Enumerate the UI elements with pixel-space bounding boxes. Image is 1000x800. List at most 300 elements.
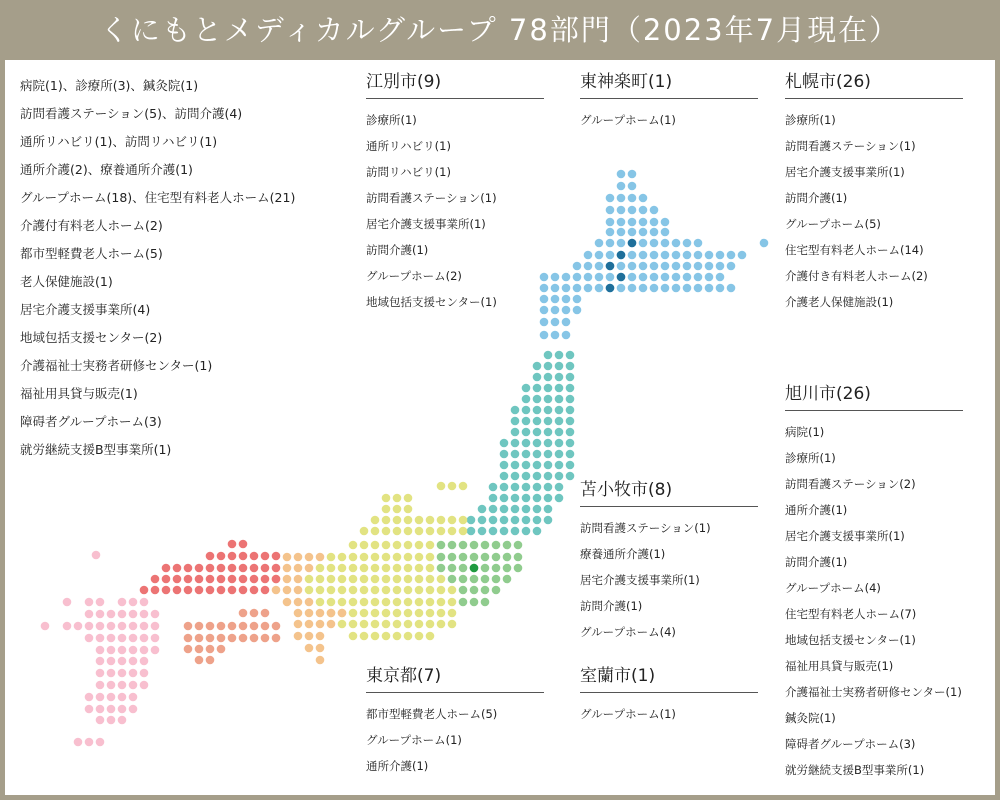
region-higashikagura — [580, 68, 758, 133]
kanto-dot — [448, 564, 457, 573]
kinki-dot — [272, 586, 281, 595]
service-item: グループホーム(1) — [580, 707, 676, 721]
hokkaido-dot — [606, 251, 615, 260]
hokkaido-dot — [639, 206, 648, 215]
page-title: くにもとメディカルグループ 78部門（2023年7月現在） — [0, 0, 1000, 60]
kyushu-dot — [140, 669, 149, 678]
chugoku-dot — [184, 586, 193, 595]
hokkaido-dot — [727, 262, 736, 271]
hokkaido-dot — [661, 239, 670, 248]
region-title: 苫小牧市(8) — [580, 476, 758, 507]
chubu-dot — [349, 564, 358, 573]
tohoku-dot — [555, 428, 564, 437]
chubu-dot — [393, 553, 402, 562]
hokkaido-dot — [694, 273, 703, 282]
tohoku-dot — [555, 461, 564, 470]
chubu-dot — [437, 527, 446, 536]
kanto-dot — [481, 553, 490, 562]
region-title: 旭川市(26) — [785, 380, 963, 411]
shikoku-dot — [250, 634, 259, 643]
chubu-dot — [426, 632, 435, 641]
kyushu-dot — [107, 634, 116, 643]
tohoku-dot — [489, 505, 498, 514]
hokkaido-dot — [595, 262, 604, 271]
chugoku-dot — [228, 586, 237, 595]
hokkaido-dot — [716, 251, 725, 260]
kanto-dot — [503, 575, 512, 584]
service-item: 診療所(1) — [785, 451, 836, 465]
tohoku-dot — [522, 505, 531, 514]
chubu-dot — [382, 564, 391, 573]
kinki-dot — [316, 553, 325, 562]
hokkaido-dot — [628, 206, 637, 215]
chugoku-dot — [206, 552, 215, 561]
shikoku-dot — [195, 645, 204, 654]
chubu-dot — [371, 632, 380, 641]
tohoku-dot — [522, 395, 531, 404]
service-item: 訪問看護ステーション(1) — [785, 139, 916, 153]
tohoku-dot — [500, 450, 509, 459]
kinki-dot — [316, 620, 325, 629]
tohoku-dot — [522, 428, 531, 437]
kinki-dot — [327, 620, 336, 629]
chugoku-dot — [239, 586, 248, 595]
chubu-dot — [393, 505, 402, 514]
kyushu-dot — [107, 657, 116, 666]
kinki-dot — [305, 598, 314, 607]
kyushu-dot — [96, 598, 105, 607]
kyushu-dot — [151, 610, 160, 619]
hokkaido-dot — [639, 284, 648, 293]
kyushu-dot — [85, 705, 94, 714]
shikoku-dot — [184, 622, 193, 631]
kyushu-dot — [151, 622, 160, 631]
chubu-dot — [437, 586, 446, 595]
chugoku-dot — [206, 586, 215, 595]
chubu-dot — [437, 516, 446, 525]
kinki-dot — [316, 609, 325, 618]
hokkaido-dot — [628, 284, 637, 293]
chubu-dot — [426, 516, 435, 525]
chubu-dot — [426, 553, 435, 562]
hokkaido-dot — [540, 331, 549, 340]
tohoku-dot — [478, 505, 487, 514]
service-item: 通所介護(1) — [366, 759, 429, 773]
hokkaido-dot — [650, 228, 659, 237]
service-item: 介護老人保健施設(1) — [785, 295, 894, 309]
chubu-dot — [393, 598, 402, 607]
region-service-list — [785, 107, 963, 315]
service-item: 通所介護(1) — [785, 503, 848, 517]
tohoku-dot — [544, 362, 553, 371]
region-service-list — [580, 107, 758, 133]
chubu-dot — [382, 541, 391, 550]
tohoku-dot — [544, 494, 553, 503]
hokkaido-dot — [551, 273, 560, 282]
tohoku-dot — [544, 428, 553, 437]
hokkaido-dot — [617, 239, 626, 248]
chubu-dot — [338, 575, 347, 584]
chubu-dot — [371, 620, 380, 629]
kyushu-dot — [96, 681, 105, 690]
chubu-dot — [393, 564, 402, 573]
hokkaido-dot — [617, 228, 626, 237]
chubu-dot — [371, 575, 380, 584]
hokkaido-dot — [639, 273, 648, 282]
service-item: グループホーム(1) — [580, 113, 676, 127]
chugoku-dot — [239, 575, 248, 584]
kanto-dot — [470, 575, 479, 584]
tohoku-dot — [511, 505, 520, 514]
chubu-dot — [437, 598, 446, 607]
tohoku-dot — [511, 461, 520, 470]
kanto-dot — [492, 553, 501, 562]
chubu-dot — [459, 516, 468, 525]
kinki-dot — [305, 564, 314, 573]
tohoku-dot — [555, 395, 564, 404]
service-item: 居宅介護支援事業所(1) — [366, 217, 486, 231]
shikoku-dot — [206, 634, 215, 643]
hokkaido-dot — [661, 228, 670, 237]
hokkaido-dot — [551, 295, 560, 304]
tohoku-dot — [511, 406, 520, 415]
tohoku-dot — [533, 395, 542, 404]
chubu-dot — [382, 527, 391, 536]
shikoku-dot — [184, 634, 193, 643]
chubu-dot — [382, 609, 391, 618]
kyushu-dot — [41, 622, 50, 631]
tohoku-dot — [511, 516, 520, 525]
service-item: 訪問介護(1) — [785, 555, 848, 569]
kyushu-dot — [107, 693, 116, 702]
chubu-dot — [404, 553, 413, 562]
chubu-dot — [404, 527, 413, 536]
kyushu-dot — [140, 598, 149, 607]
tohoku-dot — [533, 362, 542, 371]
kanto-dot — [492, 575, 501, 584]
kanto-dot — [459, 586, 468, 595]
hokkaido-dot — [650, 262, 659, 271]
kinki-dot — [283, 598, 292, 607]
tohoku-dot — [555, 417, 564, 426]
kyushu-dot — [129, 622, 138, 631]
tohoku-dot — [533, 450, 542, 459]
service-item: グループホーム(4) — [580, 625, 676, 639]
facility-marker — [628, 239, 637, 248]
shikoku-dot — [217, 645, 226, 654]
summary-item: 地域包括支援センター(2) — [20, 330, 163, 345]
tohoku-dot — [533, 461, 542, 470]
hokkaido-dot — [738, 251, 747, 260]
hokkaido-dot — [628, 194, 637, 203]
tohoku-dot — [555, 362, 564, 371]
kanto-dot — [492, 586, 501, 595]
chubu-dot — [404, 575, 413, 584]
kanto-dot — [492, 564, 501, 573]
kinki-dot — [316, 644, 325, 653]
chubu-dot — [360, 575, 369, 584]
shikoku-dot — [217, 634, 226, 643]
hokkaido-dot — [562, 318, 571, 327]
chubu-dot — [349, 632, 358, 641]
tohoku-dot — [533, 439, 542, 448]
kyushu-dot — [118, 669, 127, 678]
kanto-dot — [448, 575, 457, 584]
kinki-dot — [294, 609, 303, 618]
hokkaido-dot — [551, 331, 560, 340]
shikoku-dot — [239, 634, 248, 643]
chubu-dot — [404, 632, 413, 641]
tohoku-dot — [555, 406, 564, 415]
chubu-dot — [426, 598, 435, 607]
kanto-dot — [481, 564, 490, 573]
hokkaido-dot — [705, 251, 714, 260]
hokkaido-dot — [650, 239, 659, 248]
chugoku-dot — [272, 564, 281, 573]
tohoku-dot — [566, 384, 575, 393]
kinki-dot — [294, 632, 303, 641]
service-item: 地域包括支援センター(1) — [366, 295, 497, 309]
hokkaido-dot — [606, 228, 615, 237]
chubu-dot — [404, 564, 413, 573]
tohoku-dot — [544, 395, 553, 404]
hokkaido-dot — [551, 318, 560, 327]
tohoku-dot — [555, 439, 564, 448]
kinki-dot — [305, 553, 314, 562]
chugoku-dot — [250, 564, 259, 573]
shikoku-dot — [250, 609, 259, 618]
region-muroran — [580, 662, 758, 727]
tohoku-dot — [489, 483, 498, 492]
hokkaido-dot — [683, 251, 692, 260]
tohoku-dot — [544, 472, 553, 481]
chubu-dot — [459, 527, 468, 536]
chugoku-dot — [228, 575, 237, 584]
chugoku-dot — [173, 586, 182, 595]
tohoku-dot — [555, 450, 564, 459]
hokkaido-dot — [617, 284, 626, 293]
summary-item: 通所介護(2)、療養通所介護(1) — [20, 162, 193, 177]
tohoku-dot — [533, 483, 542, 492]
region-service-list — [580, 701, 758, 727]
tohoku-dot — [500, 494, 509, 503]
hokkaido-dot — [639, 239, 648, 248]
tohoku-dot — [511, 472, 520, 481]
kyushu-dot — [140, 634, 149, 643]
region-title: 東神楽町(1) — [580, 68, 758, 99]
kanto-dot — [514, 564, 523, 573]
chubu-dot — [393, 575, 402, 584]
kinki-dot — [338, 609, 347, 618]
tohoku-dot — [511, 483, 520, 492]
hokkaido-dot — [639, 218, 648, 227]
chubu-dot — [404, 598, 413, 607]
tohoku-dot — [500, 483, 509, 492]
hokkaido-dot — [683, 284, 692, 293]
chubu-dot — [437, 575, 446, 584]
summary-item: 介護福祉士実務者研修センター(1) — [20, 358, 213, 373]
hokkaido-dot — [683, 239, 692, 248]
kanto-dot — [459, 575, 468, 584]
kyushu-dot — [129, 705, 138, 714]
hokkaido-dot — [661, 273, 670, 282]
kyushu-dot — [118, 634, 127, 643]
hokkaido-dot — [617, 262, 626, 271]
tohoku-dot — [522, 384, 531, 393]
hokkaido-dot — [562, 273, 571, 282]
region-service-list — [785, 419, 963, 783]
shikoku-dot — [195, 622, 204, 631]
chubu-dot — [415, 575, 424, 584]
hokkaido-dot — [628, 228, 637, 237]
kyushu-dot — [107, 681, 116, 690]
hokkaido-dot — [650, 273, 659, 282]
kyushu-dot — [129, 610, 138, 619]
shikoku-dot — [272, 634, 281, 643]
service-item: 訪問リハビリ(1) — [366, 165, 451, 179]
kyushu-dot — [118, 681, 127, 690]
kinki-dot — [283, 575, 292, 584]
hokkaido-dot — [672, 239, 681, 248]
tohoku-dot — [544, 505, 553, 514]
hokkaido-dot — [650, 251, 659, 260]
kyushu-dot — [63, 622, 72, 631]
chubu-dot — [415, 620, 424, 629]
service-item: 診療所(1) — [785, 113, 836, 127]
tohoku-dot — [566, 395, 575, 404]
tohoku-dot — [511, 527, 520, 536]
hokkaido-dot — [606, 218, 615, 227]
tohoku-dot — [522, 472, 531, 481]
summary-item: 老人保健施設(1) — [20, 274, 113, 289]
tohoku-dot — [544, 417, 553, 426]
kyushu-dot — [140, 657, 149, 666]
chubu-dot — [393, 620, 402, 629]
chubu-dot — [305, 586, 314, 595]
service-item: 訪問看護ステーション(2) — [785, 477, 916, 491]
kyushu-dot — [129, 646, 138, 655]
hokkaido-dot — [650, 218, 659, 227]
hokkaido-dot — [562, 306, 571, 315]
hokkaido-dot — [595, 251, 604, 260]
facility-marker — [617, 273, 626, 282]
hokkaido-dot — [562, 331, 571, 340]
kyushu-dot — [140, 610, 149, 619]
hokkaido-dot — [628, 273, 637, 282]
kinki-dot — [294, 586, 303, 595]
hokkaido-dot — [595, 284, 604, 293]
chubu-dot — [415, 609, 424, 618]
summary-item: 病院(1)、診療所(3)、鍼灸院(1) — [20, 78, 199, 93]
chubu-dot — [316, 586, 325, 595]
chubu-dot — [327, 598, 336, 607]
tohoku-dot — [522, 450, 531, 459]
hokkaido-dot — [661, 218, 670, 227]
kanto-dot — [481, 541, 490, 550]
kanto-dot — [459, 564, 468, 573]
kyushu-dot — [96, 646, 105, 655]
tohoku-dot — [555, 472, 564, 481]
summary-item: 障碍者グループホーム(3) — [20, 414, 162, 429]
hokkaido-dot — [639, 194, 648, 203]
service-item: 訪問看護ステーション(1) — [366, 191, 497, 205]
facility-marker — [606, 284, 615, 293]
tohoku-dot — [544, 483, 553, 492]
shikoku-dot — [206, 656, 215, 665]
hokkaido-dot — [628, 218, 637, 227]
service-item: 居宅介護支援事業所(1) — [580, 573, 700, 587]
hokkaido-dot — [694, 284, 703, 293]
kyushu-dot — [151, 646, 160, 655]
chugoku-dot — [195, 586, 204, 595]
tohoku-dot — [522, 494, 531, 503]
tohoku-dot — [511, 450, 520, 459]
tohoku-dot — [533, 417, 542, 426]
hokkaido-dot — [595, 239, 604, 248]
hokkaido-dot — [584, 251, 593, 260]
chubu-dot — [404, 586, 413, 595]
chubu-dot — [404, 620, 413, 629]
tohoku-dot — [566, 417, 575, 426]
shikoku-dot — [217, 622, 226, 631]
summary-item: 通所リハビリ(1)、訪問リハビリ(1) — [20, 134, 218, 149]
region-title: 室蘭市(1) — [580, 662, 758, 693]
tohoku-dot — [566, 472, 575, 481]
chubu-dot — [338, 620, 347, 629]
chubu-dot — [437, 620, 446, 629]
chubu-dot — [382, 620, 391, 629]
service-item: 診療所(1) — [366, 113, 417, 127]
hokkaido-dot — [573, 273, 582, 282]
hokkaido-dot — [628, 262, 637, 271]
chubu-dot — [360, 553, 369, 562]
tohoku-dot — [511, 439, 520, 448]
chubu-dot — [316, 598, 325, 607]
tohoku-dot — [544, 450, 553, 459]
shikoku-dot — [184, 645, 193, 654]
kyushu-dot — [118, 693, 127, 702]
kanto-dot — [503, 541, 512, 550]
region-service-list — [580, 515, 758, 645]
tohoku-dot — [500, 472, 509, 481]
kyushu-dot — [107, 622, 116, 631]
chugoku-dot — [261, 586, 270, 595]
chubu-dot — [426, 586, 435, 595]
hokkaido-dot — [584, 273, 593, 282]
tohoku-dot — [522, 483, 531, 492]
facility-marker — [470, 564, 479, 573]
shikoku-dot — [261, 609, 270, 618]
tohoku-dot — [533, 428, 542, 437]
kyushu-dot — [96, 610, 105, 619]
kanto-dot — [470, 598, 479, 607]
tohoku-dot — [478, 527, 487, 536]
tohoku-dot — [533, 494, 542, 503]
summary-item: 介護付有料老人ホーム(2) — [20, 218, 163, 233]
chubu-dot — [382, 494, 391, 503]
hokkaido-dot — [694, 262, 703, 271]
hokkaido-dot — [694, 251, 703, 260]
service-item: グループホーム(5) — [785, 217, 881, 231]
kinki-dot — [294, 598, 303, 607]
chugoku-dot — [184, 575, 193, 584]
kyushu-dot — [85, 634, 94, 643]
kyushu-dot — [96, 622, 105, 631]
shikoku-dot — [195, 656, 204, 665]
tohoku-dot — [500, 461, 509, 470]
kinki-dot — [305, 620, 314, 629]
chubu-dot — [349, 541, 358, 550]
